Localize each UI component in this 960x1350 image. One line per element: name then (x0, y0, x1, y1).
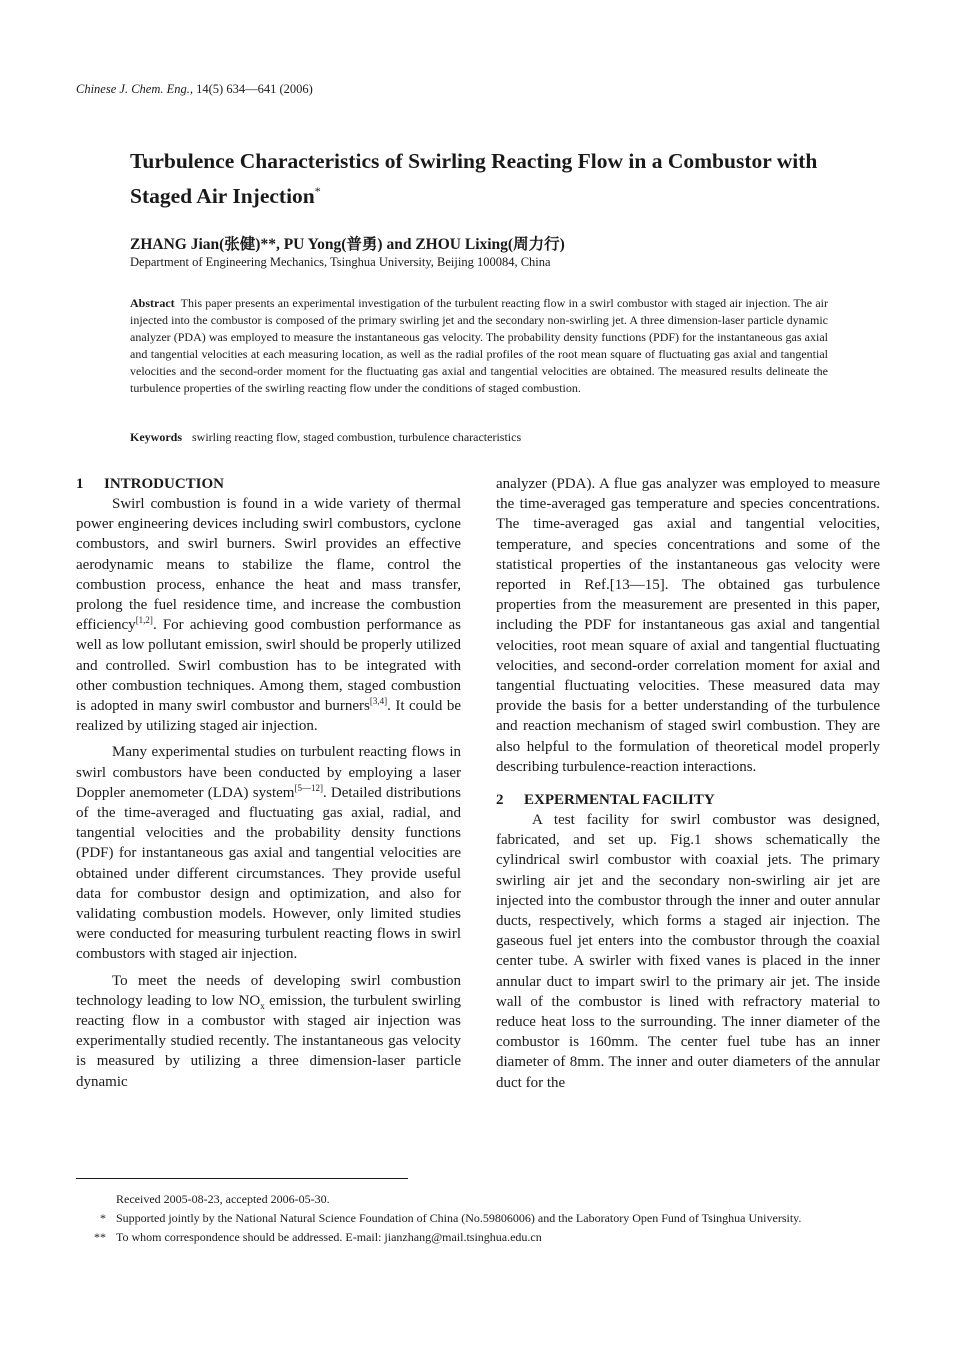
abstract (130, 295, 828, 396)
section-number: 2 (496, 792, 504, 809)
paper-title-text: Turbulence Characteristics of Swirling Reacting Flow in a Combustor with Staged Air Injection (130, 149, 818, 209)
title-footnote-mark: * (314, 184, 321, 198)
section-number: 1 (76, 476, 84, 492)
footnote-rule (76, 1178, 408, 1179)
right-column (496, 474, 880, 1093)
paragraph: Many experimental studies on turbulent reacting flows in swirl combustors have been conducted by employing a laser Doppler anemometer (LDA) system[5—12]. Detailed distributions of the time-averaged and fluctuating gas axial, radial, and tangential velocities and the probability density functions (PDF) for instantaneous gas axial and tangential velocities are obtained under different circumstances. They provide useful data for combustor design and optimization, and also for validating combustion models. However, only limited studies were conducted for measuring turbulent reacting flows in swirl combustors with staged air injection. (76, 744, 461, 963)
section-heading-facility (496, 790, 880, 810)
journal-citation: 14(5) 634—641 (2006) (196, 82, 313, 96)
abstract-text: This paper presents an experimental investigation of the turbulent reacting flow in a swirl combustor with staged air injection. The air injected into the combustor is composed of the primary swirling jet and the secondary non-swirling jet. A three dimension-laser particle dynamic analyzer (PDA) was employed to measure the instantaneous gas velocity. The probability density functions (PDF) for the instantaneous gas axial and tangential velocities at each measuring location, as well as the radial profiles of the root mean square of fluctuating gas axial and tangential velocities and the second-order moment for the fluctuating gas axial and tangential velocities are obtained. The measured results delineate the turbulence properties of the swirling reacting flow under the conditions of staged combustion. (130, 296, 828, 395)
affiliation: Department of Engineering Mechanics, Tsinghua University, Beijing 100084, China (130, 255, 551, 269)
footnote-received: Received 2005-08-23, accepted 2006-05-30. (116, 1192, 330, 1206)
abstract-label: Abstract (130, 296, 175, 310)
keywords-label: Keywords (130, 430, 182, 444)
running-header (76, 82, 313, 97)
paragraph: To meet the needs of developing swirl combustion technology leading to low $NO_x$ emission, the turbulent swirling reacting flow in a combustor with staged air injection was experimentally studied recently. The instantaneous gas velocity is measured by utilizing a three dimension-laser particle dynamic (76, 972, 461, 1090)
footnote-support: * Supported jointly by the National Natural Science Foundation of China (No.59806006) and the Laboratory Open Fund of Tsinghua University. (100, 1211, 802, 1225)
keywords-text: swirling reacting flow, staged combustion, turbulence characteristics (192, 430, 522, 444)
section-heading-introduction (76, 474, 461, 494)
section-title: EXPERMENTAL FACILITY (524, 792, 715, 809)
left-column (76, 474, 461, 1092)
paragraph: Swirl combustion is found in a wide variety of thermal power engineering devices including swirl combustors, cyclone combustors, and swirl burners. Swirl provides an effective aerodynamic means to stabilize the flame, control the combustion process, enhance the heat and mass transfer, prolong the fuel residence time, and increase the combustion efficiency[1,2]. For achieving good combustion performance as well as low pollutant emission, swirl should be properly utilized and controlled. Swirl combustion has to be integrated with other combustion techniques. Among them, staged combustion is adopted in many swirl combustor and burners[3,4]. It could be realized by utilizing staged air injection. (76, 496, 461, 735)
section-title: INTRODUCTION (104, 476, 225, 492)
author-list: ZHANG Jian(张健)**, PU Yong(普勇) and ZHOU Lixing(周力行) (130, 236, 565, 253)
citation: [1,2] (135, 615, 153, 626)
footnotes (94, 1190, 884, 1247)
paragraph: analyzer (PDA). A flue gas analyzer was employed to measure the time-averaged gas temperature and species concentrations. The time-averaged gas axial and tangential velocities, temperature, and species concentrations and some of the statistical properties of the instantaneous gas velocity were reported in Ref.[13—15]. The obtained gas turbulence properties from the measurement are presented in this paper, including the PDF for instantaneous gas axial and tangential velocities, root mean square of axial and tangential fluctuating velocities, and second-order correlation moment for axial and tangential fluctuating velocities. These measured data may provide the basis for a better understanding of the turbulence and reaction mechanism of staged swirl combustion. They are also helpful to the formulation of theoretical model properly describing turbulence-reaction interactions. (496, 476, 880, 775)
citation: [3,4] (369, 696, 388, 707)
citation: [5—12] (294, 782, 323, 793)
footnote-correspondence: ** To whom correspondence should be addressed. E-mail: jianzhang@mail.tsinghua.edu.cn (94, 1230, 542, 1244)
keywords (130, 430, 828, 445)
paragraph: A test facility for swirl combustor was designed, fabricated, and set up. Fig.1 shows schematically the cylindrical swirl combustor with coaxial jets. The primary swirling air jet and the secondary non-swirling air jet are injected into the combustor through the inner and outer annular ducts, respectively, which forms a staged air injection. The gaseous fuel jet enters into the combustor through the coaxial center tube. A swirler with fixed vanes is placed in the inner annular duct to impart swirl to the primary air jet. The inside wall of the combustor is lined with refractory material to reduce heat loss to the surrounding. The inner diameter of the combustor is 160mm. The center fuel tube has an inner diameter of 8mm. The inner and outer diameters of the annular duct for the (496, 812, 880, 1091)
journal-name: Chinese J. Chem. Eng., (76, 82, 193, 96)
paper-title (130, 146, 870, 211)
